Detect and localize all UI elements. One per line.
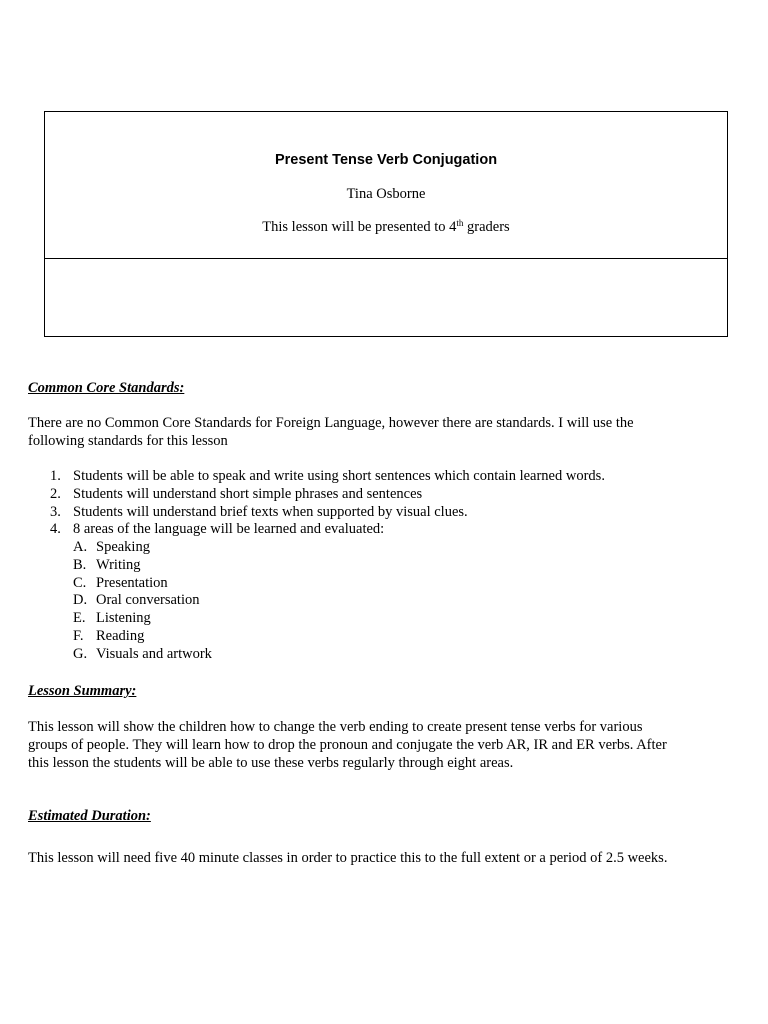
standards-list [28, 467, 728, 538]
sublist-item [28, 645, 728, 663]
summary-heading: Lesson Summary: [28, 683, 137, 699]
list-item-number: 1. [50, 468, 61, 484]
list-item-number: 4. [50, 521, 61, 538]
summary-line-1: This lesson will show the children how to change the verb ending to create present tense verbs for various [28, 719, 643, 735]
list-item [28, 485, 728, 503]
sublist-item-letter: G. [73, 645, 88, 662]
sublist-item [28, 538, 728, 556]
sublist-item-letter: F. [73, 627, 84, 644]
sublist-item-text: Speaking [96, 539, 150, 555]
sublist-item-text: Oral conversation [96, 592, 200, 609]
standards-intro-line-1: There are no Common Core Standards for Foreign Language, however there are standards. I will use the [28, 415, 634, 431]
summary-line-3: this lesson the students will be able to use these verbs regularly through eight areas. [28, 755, 514, 771]
sublist-item-text: Presentation [96, 574, 168, 591]
sublist-item-letter: A. [73, 539, 88, 555]
language-areas-list [28, 538, 728, 663]
sublist-item-text: Reading [96, 627, 145, 644]
sublist-item-letter: C. [73, 574, 87, 591]
sublist-item [28, 574, 728, 592]
list-item-number: 3. [50, 503, 61, 520]
author-name: Tina Osborne [346, 186, 426, 202]
list-item [28, 503, 728, 521]
audience-suffix: graders [463, 219, 510, 235]
audience-line [45, 218, 727, 236]
sublist-item-text: Listening [96, 610, 151, 627]
summary-line-2: groups of people. They will learn how to drop the pronoun and conjugate the verb AR, IR and ER verbs. After [28, 737, 667, 753]
list-item [28, 467, 728, 485]
sublist-item-text: Visuals and artwork [96, 645, 212, 662]
header-title-cell [45, 112, 727, 259]
sublist-item-letter: D. [73, 592, 88, 609]
duration-text: This lesson will need five 40 minute classes in order to practice this to the full extent or a period of 2.5 weeks. [28, 850, 668, 866]
list-item-text: Students will understand brief texts when supported by visual clues. [73, 503, 468, 520]
sublist-item [28, 627, 728, 645]
header-box [44, 111, 728, 337]
sublist-item-text: Writing [96, 556, 141, 573]
list-item-number: 2. [50, 485, 61, 502]
summary-text [28, 718, 728, 772]
audience-superscript: th [456, 218, 464, 228]
standards-intro-line-2: following standards for this lesson [28, 433, 228, 449]
standards-intro [28, 414, 728, 450]
list-item-text: Students will understand short simple phrases and sentences [73, 485, 423, 502]
standards-heading: Common Core Standards: [28, 380, 185, 396]
duration-heading: Estimated Duration: [28, 808, 151, 824]
list-item [28, 520, 728, 538]
sublist-item-letter: E. [73, 610, 86, 627]
sublist-item-letter: B. [73, 556, 87, 573]
audience-prefix: This lesson will be presented to 4 [262, 219, 457, 235]
document-title: Present Tense Verb Conjugation [274, 152, 498, 168]
list-item-text: Students will be able to speak and write using short sentences which contain learned words. [73, 468, 605, 484]
sublist-item [28, 591, 728, 609]
sublist-item [28, 609, 728, 627]
sublist-item [28, 556, 728, 574]
list-item-text: 8 areas of the language will be learned and evaluated: [73, 521, 385, 538]
